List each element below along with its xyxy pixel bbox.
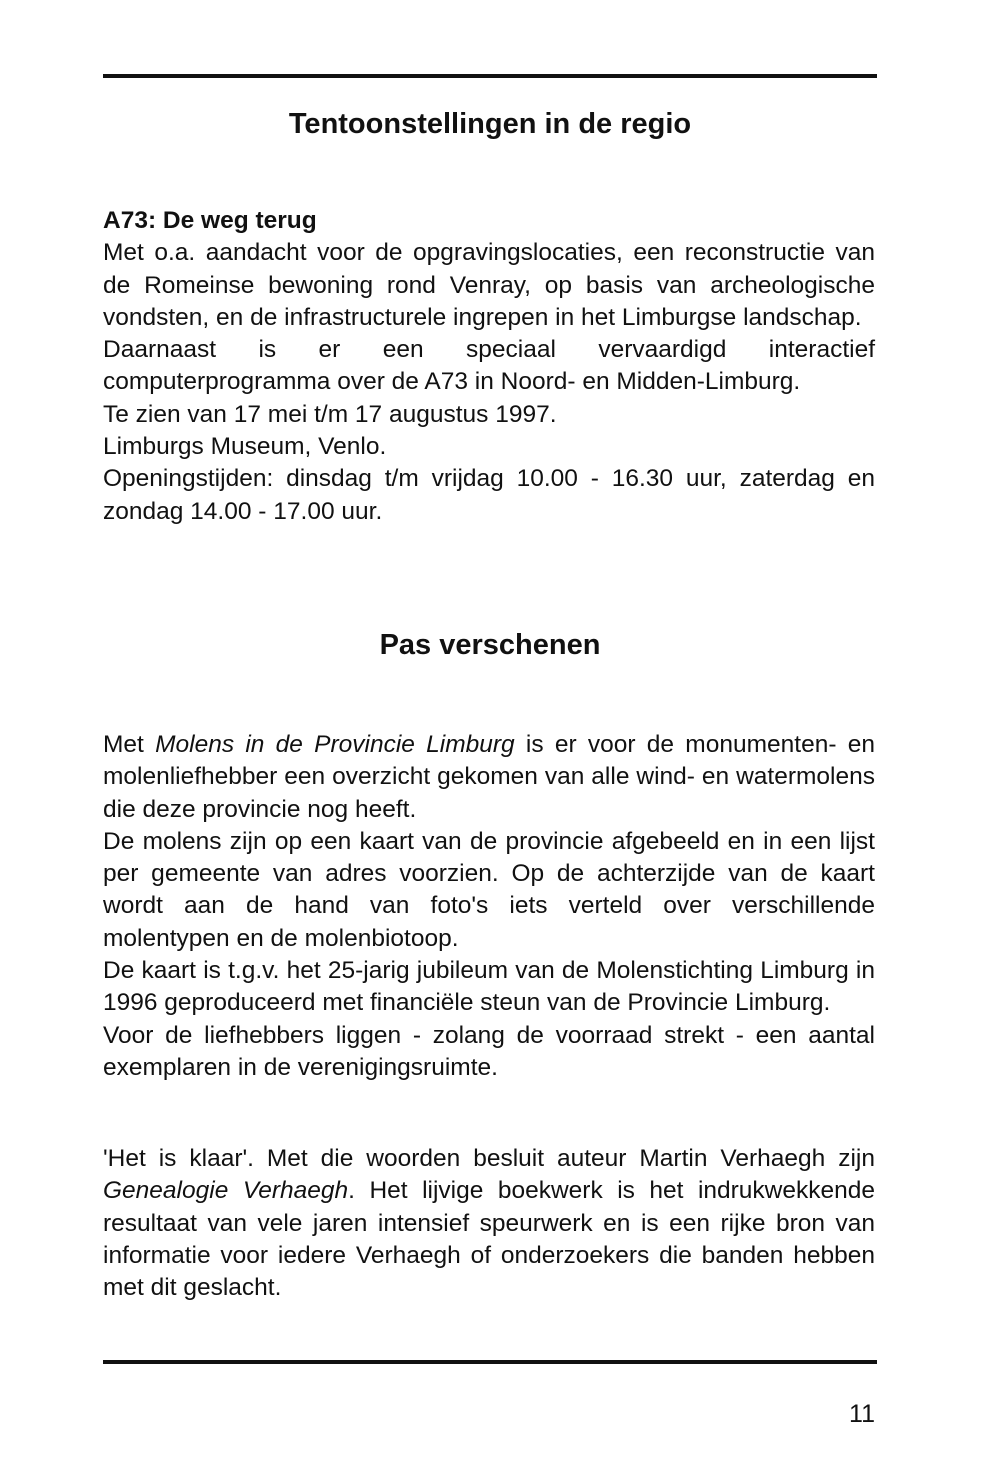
section-title-new-publications: Pas verschenen bbox=[379, 629, 601, 661]
top-rule bbox=[103, 74, 877, 78]
molens-paragraph-1 bbox=[103, 729, 875, 826]
molens-intro-after: is er voor de monumenten- en molenliefhebber een overzicht gekomen van alle wind- en watermolens die deze provincie nog heeft. bbox=[103, 731, 875, 823]
exhibition-hours: Openingstijden: dinsdag t/m vrijdag 10.00 - 16.30 uur, zaterdag en zondag 14.00 - 17.00 uur. bbox=[103, 465, 875, 525]
genealogie-article bbox=[103, 1143, 875, 1304]
genealogie-text-after: . Het lijvige boekwerk is het indrukwekkende resultaat van vele jaren intensief speurwerk en is een rijke bron van informatie voor iedere Verhaegh of onderzoekers die banden hebben met dit geslacht. bbox=[103, 1177, 875, 1302]
genealogie-paragraph bbox=[103, 1143, 875, 1304]
exhibition-venue: Limburgs Museum, Venlo. bbox=[103, 433, 387, 461]
section-title-exhibitions: Tentoonstellingen in de regio bbox=[288, 108, 692, 140]
exhibition-dates: Te zien van 17 mei t/m 17 augustus 1997. bbox=[103, 400, 557, 428]
genealogie-text-before: 'Het is klaar'. Met die woorden besluit auteur Martin Verhaegh zijn bbox=[103, 1145, 875, 1172]
page-number: 11 bbox=[849, 1400, 875, 1428]
exhibition-article bbox=[103, 205, 875, 528]
molens-paragraph-4: Voor de liefhebbers liggen - zolang de voorraad strekt - een aantal exemplaren in de verenigingsruimte. bbox=[103, 1021, 875, 1081]
molens-book-title: Molens in de Provincie Limburg bbox=[155, 731, 515, 758]
exhibition-paragraph-2: Daarnaast is er een speciaal vervaardigd interactief computerprogramma over de A73 in Noord- en Midden-Limburg. bbox=[103, 336, 875, 396]
exhibition-subtitle: A73: De weg terug bbox=[103, 207, 317, 234]
genealogie-book-title: Genealogie Verhaegh bbox=[103, 1177, 349, 1205]
molens-intro-before: Met bbox=[103, 731, 156, 758]
exhibition-paragraph-1: Met o.a. aandacht voor de opgravingslocaties, een reconstructie van de Romeinse bewoning rond Venray, op basis van archeologische vondsten, en de infrastructurele ingrepen in het Limburgse landschap. bbox=[103, 239, 875, 331]
bottom-rule bbox=[103, 1360, 877, 1364]
molens-paragraph-2: De molens zijn op een kaart van de provincie afgebeeld en in een lijst per gemeente van adres voorzien. Op de achterzijde van de kaart wordt aan de hand van foto's iets verteld over verschillende molentypen en de molenbiotoop. bbox=[103, 827, 875, 952]
molens-paragraph-3: De kaart is t.g.v. het 25-jarig jubileum van de Molenstichting Limburg in 1996 geproduceerd met financiële steun van de Provincie Limburg. bbox=[103, 957, 875, 1017]
molens-article bbox=[103, 729, 875, 1084]
